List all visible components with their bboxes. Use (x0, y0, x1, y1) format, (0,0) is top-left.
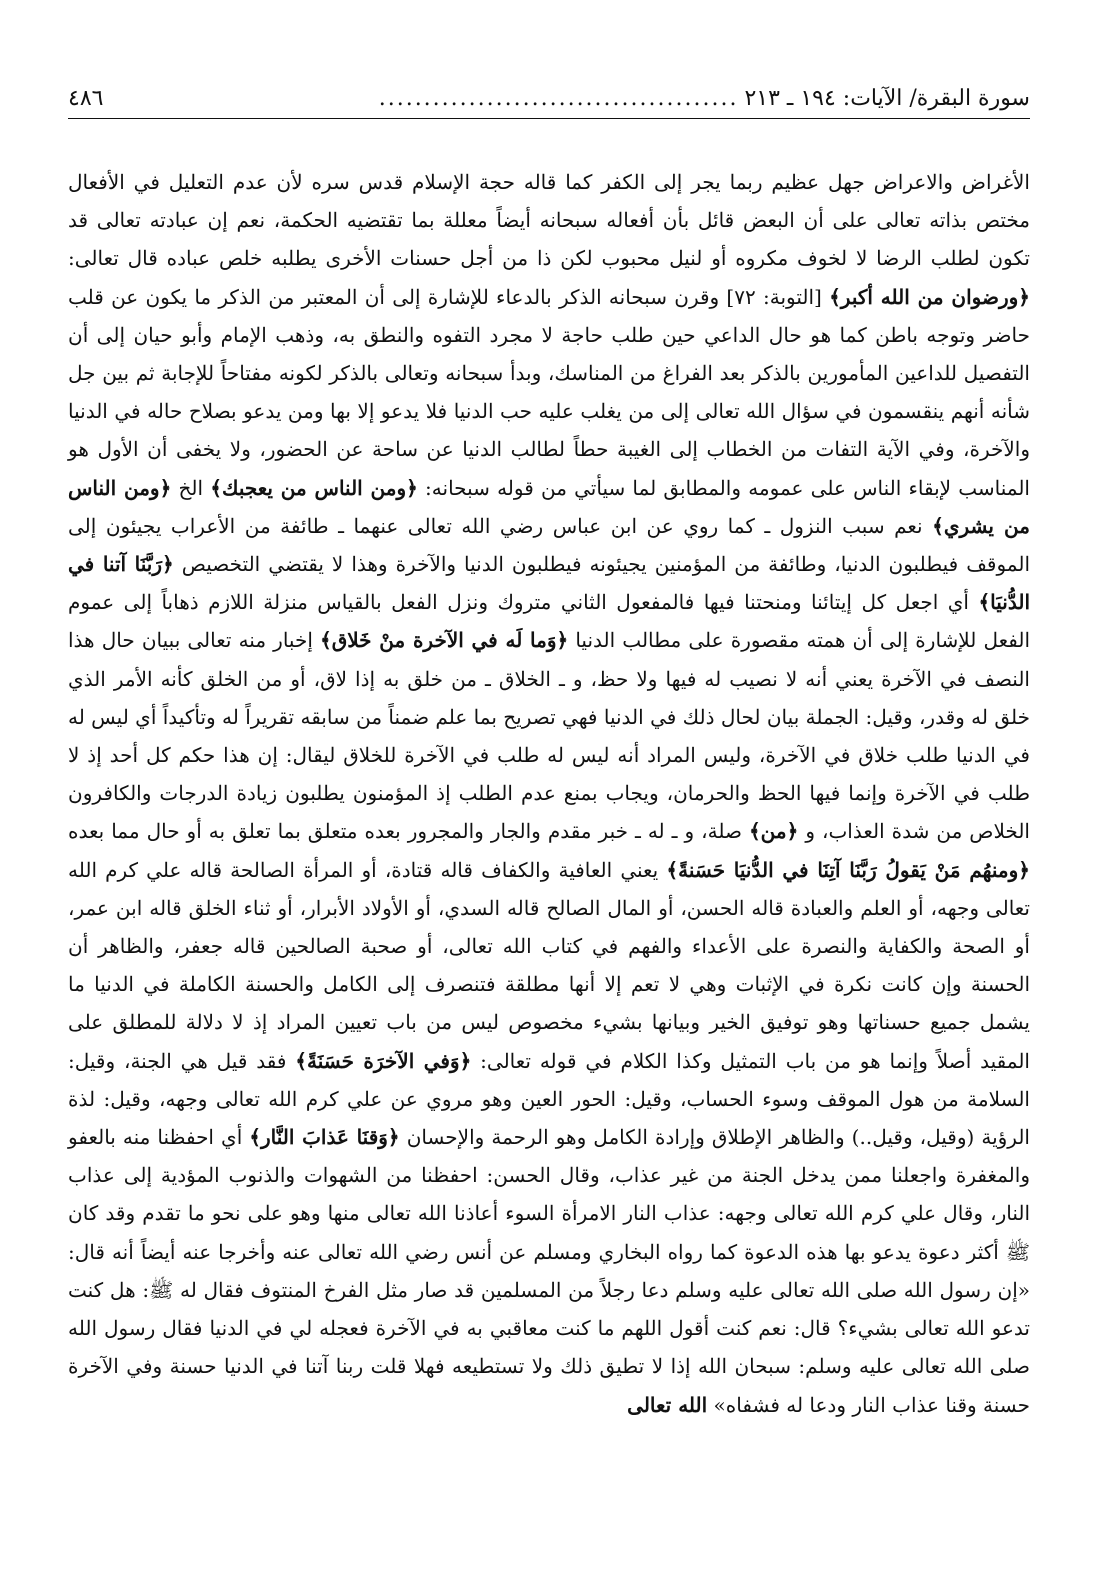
text-segment: صلة، و ـ له ـ خبر مقدم والجار والمجرور بعده متعلق بما تعلق به أو حال مما بعده (68, 819, 749, 844)
quran-quote: ﴿وَما لَه في الآخرة منْ خَلاق﴾ (320, 628, 569, 653)
page-number: ٤٨٦ (68, 86, 104, 111)
quran-quote: ﴿ومنهُم مَنْ يَقولُ رَبَّنَا آتِنَا في الدُّنيَا حَسَنةً﴾ (666, 857, 1030, 882)
text-segment: الأغراض والاعراض جهل عظيم ربما يجر إلى الكفر كما قاله حجة الإسلام قدس سره لأن عدم التعليل في الأفعال مختص بذاته تعالى على أن البعض قائل بأن أفعاله سبحانه أيضاً معللة بما تقتضيه الحكمة، نعم إن عبادته تعالى قد تكون لطلب الرضا لا لخوف مكروه أو لنيل محبوب لكن ذا من أجل حسنات الأخرى يطلبه خلص عباده قال تعالى: (68, 170, 1030, 271)
leader-dots: ........................................ (378, 86, 739, 111)
text-segment: يعني العافية والكفاف قاله قتادة، أو المرأة الصالحة قاله علي كرم الله تعالى وجهه، أو العلم والعبادة قاله الحسن، أو المال الصالح قاله السدي، أو الأولاد الأبرار، أو ثناء الخلق قاله ابن عمر، أو الصحة والكفاية والنصرة على الأعداء والفهم في كتاب الله تعالى، أو صحبة الصالحين قاله جعفر، والظاهر أن الحسنة وإن كانت نكرة في الإثبات وهي لا تعم إلا أنها مطلقة فتنصرف إلى الكامل والحسنة الكاملة في الدنيا ما يشمل جميع حسناتها وهو توفيق الخير وبيانها بشيء مخصوص ليس من باب تعيين المراد إذ لا دلالة للمطلق على المقيد أصلاً وإنما هو من باب التمثيل وكذا الكلام في قوله تعالى: (68, 857, 1030, 1073)
body-text (68, 163, 1030, 1424)
quran-quote: ﴿ورضوان من الله أكبر﴾ (829, 284, 1031, 309)
commentary-paragraph (68, 163, 1030, 1424)
quran-quote: ﴿وَفي الآخرَة حَسَنَةً﴾ (295, 1048, 472, 1073)
surah-title: سورة البقرة/ الآيات: ١٩٤ ـ ٢١٣ (744, 86, 1030, 111)
quran-quote: ﴿ومن الناس من يعجبك﴾ (210, 475, 418, 500)
text-segment: إخبار منه تعالى ببيان حال هذا النصف في الآخرة يعني أنه لا نصيب له فيها ولا حظ، و ـ الخلاق ـ من خلق به إذا لاق، أو من الخلق كأنه الأمر الذي خلق له وقدر، وقيل: الجملة بيان لحال ذلك في الدنيا فهي تصريح بما علم ضمناً من سابقه تقريراً له وتأكيداً أي ليس له في الدنيا طلب خلاق في الآخرة، وليس المراد أنه ليس له طلب في الآخرة للخلاق ليقال: إن هذا حكم كل أحد إذ لا طلب في الآخرة وإنما فيها الحظ والحرمان، ويجاب بمنع عدم الطلب إذ المؤمنون يطلبون زيادة الدرجات والكافرون الخلاص من شدة العذاب، و (68, 628, 1030, 844)
text-segment: الخ (171, 475, 211, 500)
quran-quote: ﴿من﴾ (748, 819, 799, 844)
text-segment: [التوبة: ٧٢] وقرن سبحانه الذكر بالدعاء للإشارة إلى أن المعتبر من الذكر ما يكون عن قلب حاضر وتوجه باطن كما هو حال الداعي حين طلب حاجة لا مجرد التفوه والنطق به، وذهب الإمام وأبو حيان إلى أن التفصيل للداعين المأمورين بالذكر بعد الفراغ من المناسك، وبدأ سبحانه وتعالى بالذكر لكونه مفتاحاً للإجابة ثم بين جل شأنه أنهم ينقسمون في سؤال الله تعالى إلى من يغلب عليه حب الدنيا فلا يدعو إلا بها ومن يدعو بصلاح حاله في الدنيا والآخرة، وفي الآية التفات من الخطاب إلى الغيبة حطاً لطالب الدنيا عن ساحة عن الحضور، ولا يخفى أن الأول هو المناسب لإبقاء الناس على عمومه والمطابق لما سيأتي من قوله سبحانه: (68, 284, 1030, 500)
quran-quote: الله تعالى (627, 1392, 708, 1417)
quran-quote: ﴿ومن الناس من يشري﴾ (68, 475, 1030, 538)
text-segment: نعم سبب النزول ـ كما روي عن ابن عباس رضي الله تعالى عنهما ـ طائفة من الأعراب يجيئون إلى الموقف فيطلبون الدنيا، وطائفة من المؤمنين يجيئونه فيطلبون الدنيا والآخرة وهذا لا يقتضي التخصيص (68, 513, 1030, 577)
text-segment: فقد قيل هي الجنة، وقيل: السلامة من هول الموقف وسوء الحساب، وقيل: الحور العين وهو مروي عن علي كرم الله تعالى وجهه، وقيل: لذة الرؤية (وقيل، وقيل..) والظاهر الإطلاق وإرادة الكامل وهو الرحمة والإحسان (68, 1048, 1030, 1150)
running-header (68, 84, 1030, 119)
quran-quote: ﴿وَقنَا عَذابَ النَّار﴾ (249, 1125, 400, 1150)
text-segment: أي احفظنا منه بالعفو والمغفرة واجعلنا ممن يدخل الجنة من غير عذاب، وقال الحسن: احفظنا من الشهوات والذنوب المؤدية إلى عذاب النار، وقال علي كرم الله تعالى وجهه: عذاب النار الامرأة السوء أعاذنا الله تعالى منها وهو على نحو ما تقدم وقد كان ﷺ أكثر دعوة يدعو بها هذه الدعوة كما رواه البخاري ومسلم عن أنس رضي الله تعالى عنه وأخرجا عنه أيضاً أنه قال: «إن رسول الله صلى الله تعالى عليه وسلم دعا رجلاً من المسلمين قد صار مثل الفرخ المنتوف فقال له ﷺ: هل كنت تدعو الله تعالى بشيء؟ قال: نعم كنت أقول اللهم ما كنت معاقبي به في الآخرة فعجله لي في الدنيا فقال رسول الله صلى الله تعالى عليه وسلم: سبحان الله إذا لا تطيق ذلك ولا تستطيعه فهلا قلت ربنا آتنا في الدنيا حسنة وفي الآخرة حسنة وقنا عذاب النار ودعا له فشفاه» (68, 1125, 1030, 1417)
book-page (68, 84, 1030, 1424)
text-segment: أي اجعل كل إيتائنا ومنحتنا فيها فالمفعول الثاني متروك ونزل الفعل بالقياس منزلة اللازم ذهاباً إلى عموم الفعل للإشارة إلى أن همته مقصورة على مطالب الدنيا (68, 590, 1031, 653)
quran-quote: ﴿رَبَّنَا آتنا في الدُّنيَا﴾ (68, 552, 1030, 615)
